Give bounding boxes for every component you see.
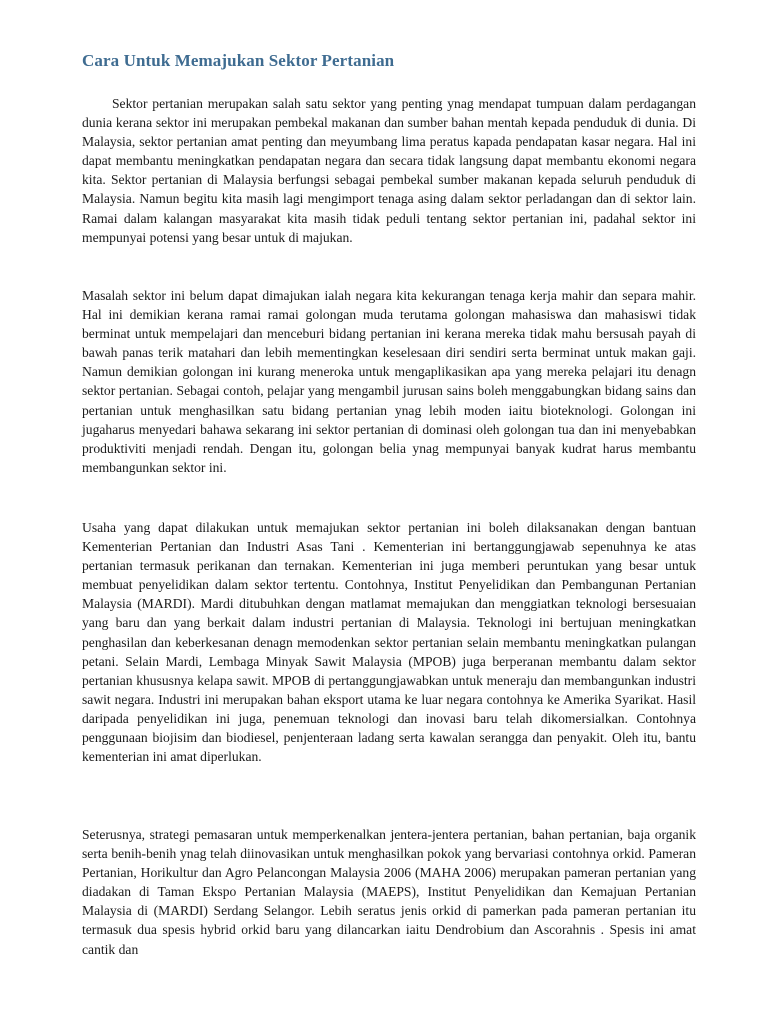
paragraph-1: Sektor pertanian merupakan salah satu sektor yang penting ynag mendapat tumpuan dalam perdagangan dunia kerana sektor ini merupakan pembekal makanan dan sumber bahan mentah kepada penduduk di dunia. Di Malaysia, sektor pertanian amat penting dan meyumbang lima peratus kapada pendapatan kasar negara. Hal ini dapat membantu meningkatkan pendapatan negara dan secara tidak langsung dapat membantu ekonomi negara kita. Sektor pertanian di Malaysia berfungsi sebagai pembekal sumber makanan kepada seluruh penduduk di Malaysia. Namun begitu kita masih lagi mengimport tenaga asing dalam sektor perladangan dan di sektor lain. Ramai dalam kalangan masyarakat kita masih tidak peduli tentang sektor pertanian ini, padahal sektor ini mempunyai potensi yang besar untuk di majukan.: [82, 96, 696, 245]
paragraph-2: Masalah sektor ini belum dapat dimajukan ialah negara kita kekurangan tenaga kerja mahir dan separa mahir. Hal ini demikian kerana ramai ramai golongan muda terutama golongan mahasiswa dan mahasiswi tidak berminat untuk mempelajari dan menceburi bidang pertanian ini kerana mereka tidak mahu bersusah payah di bawah panas terik matahari dan lebih mementingkan keselesaan diri sendiri serta berminat untuk makan gaji. Namun demikian golongan ini kurang meneroka untuk mengaplikasikan apa yang mereka pelajari itu denagn sektor pertanian. Sebagai contoh, pelajar yang mengambil jurusan sains boleh menggabungkan bidang sains dan pertanian untuk menghasilkan satu bidang pertanian ynag lebih moden iaitu bioteknologi. Golongan ini jugaharus menyedari bahawa sekarang ini sektor pertanian di dominasi oleh golongan tua dan ini menyebabkan produktiviti menjadi rendah. Dengan itu, golongan belia ynag mempunyai banyak kudrat harus membantu membangunkan sektor ini.: [82, 288, 696, 475]
paragraph-3: Usaha yang dapat dilakukan untuk memajukan sektor pertanian ini boleh dilaksanakan dengan bantuan Kementerian Pertanian dan Industri Asas Tani . Kementerian ini bertanggungjawab sepenuhnya ke atas pertanian termasuk perikanan dan ternakan. Kementerian ini juga memberi peruntukan yang besar untuk membuat penyelidikan dalam sektor tertentu. Contohnya, Institut Penyelidikan dan Pembangunan Pertanian Malaysia (MARDI). Mardi ditubuhkan dengan matlamat memajukan dan menggiatkan teknologi bersesuaian yang baru dan yang berkait dalam industri pertanian di Malaysia. Teknologi ini bertujuan meningkatkan penghasilan dan keberkesanan denagn memodenkan sektor pertanian selain membantu meningkatkan pulangan petani. Selain Mardi, Lembaga Minyak Sawit Malaysia (MPOB) juga berperanan membantu dalam sektor pertanian khususnya kelapa sawit. MPOB di pertanggungjawabkan untuk meneraju dan membangunkan industri sawit negara. Industri ini merupakan bahan eksport utama ke luar negara contohnya ke Amerika Syarikat. Hasil daripada penyelidikan ini juga, penemuan teknologi dan inovasi baru telah dikomersialkan. Contohnya penggunaan biojisim dan biodiesel, penjenteraan ladang serta kawalan serangga dan penyakit. Oleh itu, bantu kementerian ini amat diperlukan.: [82, 520, 696, 765]
document-page: [82, 0, 696, 1024]
document-title: Cara Untuk Memajukan Sektor Pertanian: [82, 51, 395, 70]
paragraph-4: Seterusnya, strategi pemasaran untuk memperkenalkan jentera-jentera pertanian, bahan pertanian, baja organik serta benih-benih ynag telah diinovasikan untuk menghasilkan pokok yang bervariasi contohnya orkid. Pameran Pertanian, Horikultur dan Agro Pelancongan Malaysia 2006 (MAHA 2006) merupakan pameran pertanian yang diadakan di Taman Ekspo Pertanian Malaysia (MAEPS), Institut Penyelidikan dan Kemajuan Pertanian Malaysia di (MARDI) Serdang Selangor. Lebih seratus jenis orkid di pamerkan pada pameran pertanian itu termasuk dua spesis hybrid orkid baru yang dilancarkan iaitu Dendrobium dan Ascorahnis . Spesis ini amat cantik dan: [82, 827, 696, 957]
